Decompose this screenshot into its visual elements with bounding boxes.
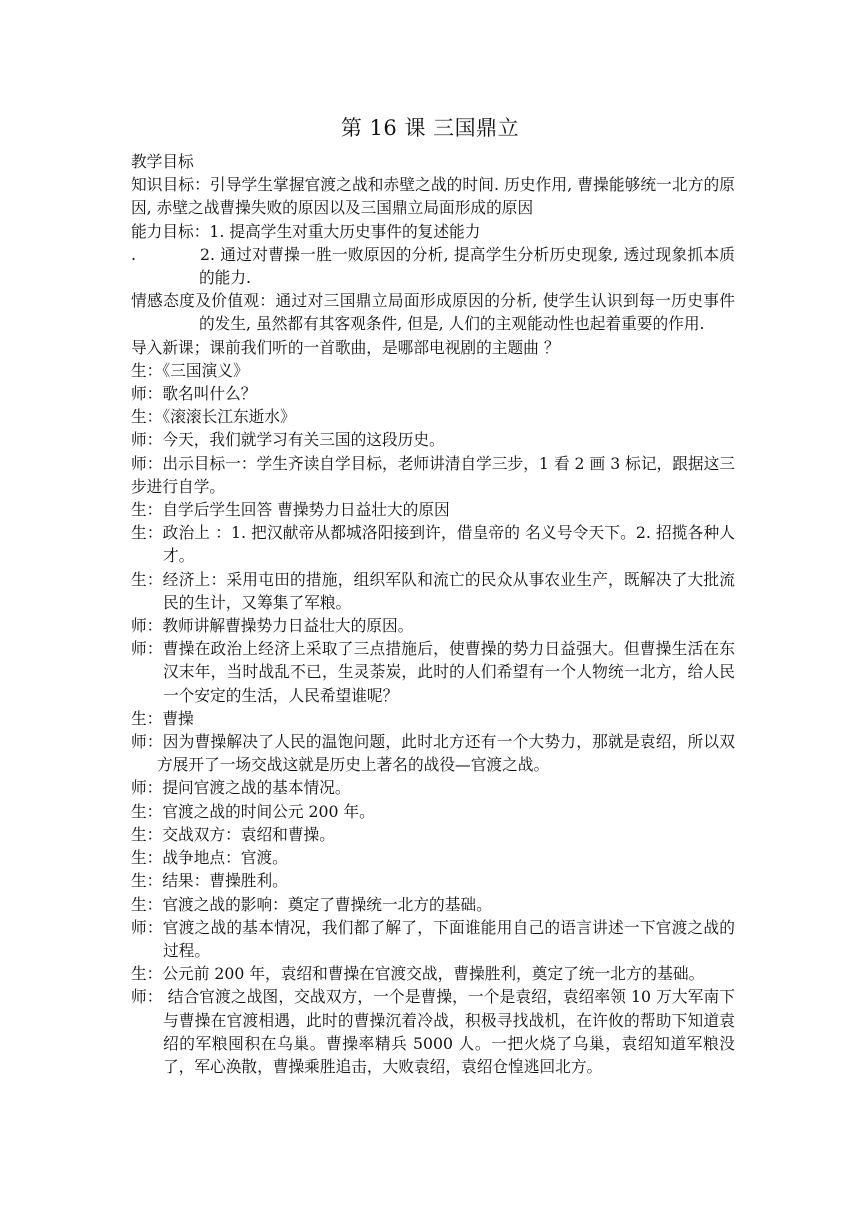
paragraph-economy: 生：经济上：采用屯田的措施，组织军队和流亡的民众从事农业生产，既解决了大批流民的生计，又筹集了军粮。 <box>131 569 735 612</box>
paragraph-teacher-statement-2: 师：出示目标一：学生齐读自学目标，老师讲清自学三步，1 看 2 画 3 标记，跟据这三步进行自学。 <box>131 453 735 496</box>
paragraph-teacher-guandu-intro: 师：因为曹操解决了人民的温饱问题，此时北方还有一个大势力，那就是袁绍，所以双方展开了一场交战这就是历史上著名的战役—官渡之战。 <box>131 732 735 775</box>
paragraph-student-sides: 生：交战双方：袁绍和曹操。 <box>131 824 335 844</box>
paragraph-student-influence: 生：官渡之战的影响：奠定了曹操统一北方的基础。 <box>131 894 492 914</box>
paragraph-teacher-statement-1: 师：今天，我们就学习有关三国的这段历史。 <box>131 430 445 450</box>
paragraph-student-answer-3: 生：自学后学生回答 曹操势力日益壮大的原因 <box>131 500 450 520</box>
paragraph-ability-goal-2: . 2. 通过对曹操一胜一败原因的分析, 提高学生分析历史现象, 透过现象抓本质的能力. <box>131 244 735 288</box>
section-heading: 教学目标 <box>131 152 194 171</box>
paragraph-ability-goal-1: 能力目标：1. 提高学生对重大历史事件的复述能力 <box>131 221 481 241</box>
paragraph-teacher-summary: 师： 结合官渡之战图，交战双方，一个是曹操，一个是袁绍，袁绍率领 10 万大军南下与曹操在官渡相遇，此时的曹操沉着冷战，积极寻找战机，在许攸的帮助下知道袁绍的军粮囤积在乌巢。曹操率精兵 5000 人。一把火烧了乌巢，袁绍知道军粮没了，军心涣散，曹操乘胜追击，大败袁绍，袁绍仓惶逃回北方。 <box>131 987 735 1076</box>
lesson-content <box>131 150 735 1078</box>
paragraph-teacher-explain: 师：教师讲解曹操势力日益壮大的原因。 <box>131 616 414 636</box>
paragraph-student-time: 生：官渡之战的时间公元 200 年。 <box>131 801 375 821</box>
paragraph-student-answer-1: 生：《三国演义》 <box>131 360 249 380</box>
lesson-title: 第 16 课 三国鼎立 <box>340 116 520 140</box>
paragraph-student-answer-4: 生：曹操 <box>131 708 194 728</box>
paragraph-intro: 导入新课；课前我们听的一首歌曲，是哪部电视剧的主题曲 ？ <box>131 337 560 357</box>
paragraph-student-result: 生：结果：曹操胜利。 <box>131 871 288 891</box>
paragraph-politics: 生：政治上 ：1. 把汉献帝从都城洛阳接到许，借皇帝的 名义号令天下。2. 招揽各种人才。 <box>131 523 735 566</box>
paragraph-knowledge-goal: 知识目标：引导学生掌握官渡之战和赤壁之战的时间. 历史作用, 曹操能够统一北方的原因, 赤壁之战曹操失败的原因以及三国鼎立局面形成的原因 <box>131 175 735 218</box>
paragraph-student-place: 生：战争地点：官渡。 <box>131 848 288 868</box>
paragraph-emotion-goal: 情感态度及价值观：通过对三国鼎立局面形成原因的分析, 使学生认识到每一历史事件的发生, 虽然都有其客观条件, 但是, 人们的主观能动性也起着重要的作用. <box>131 291 735 334</box>
paragraph-student-process: 生：公元前 200 年，袁绍和曹操在官渡交战，曹操胜利，奠定了统一北方的基础。 <box>131 964 705 984</box>
paragraph-teacher-process: 师：官渡之战的基本情况，我们都了解了，下面谁能用自己的语言讲述一下官渡之战的过程。 <box>131 917 735 960</box>
paragraph-teacher-question-2: 师：提问官渡之战的基本情况。 <box>131 778 351 798</box>
paragraph-teacher-question-1: 师：歌名叫什么？ <box>131 384 257 404</box>
paragraph-teacher-context: 师：曹操在政治上经济上采取了三点措施后，使曹操的势力日益强大。但曹操生活在东汉末年，当时战乱不已，生灵荼炭，此时的人们希望有一个人物统一北方，给人民一个安定的生活，人民希望谁呢？ <box>131 639 735 705</box>
paragraph-student-answer-2: 生：《滚滚长江东逝水》 <box>131 407 296 427</box>
